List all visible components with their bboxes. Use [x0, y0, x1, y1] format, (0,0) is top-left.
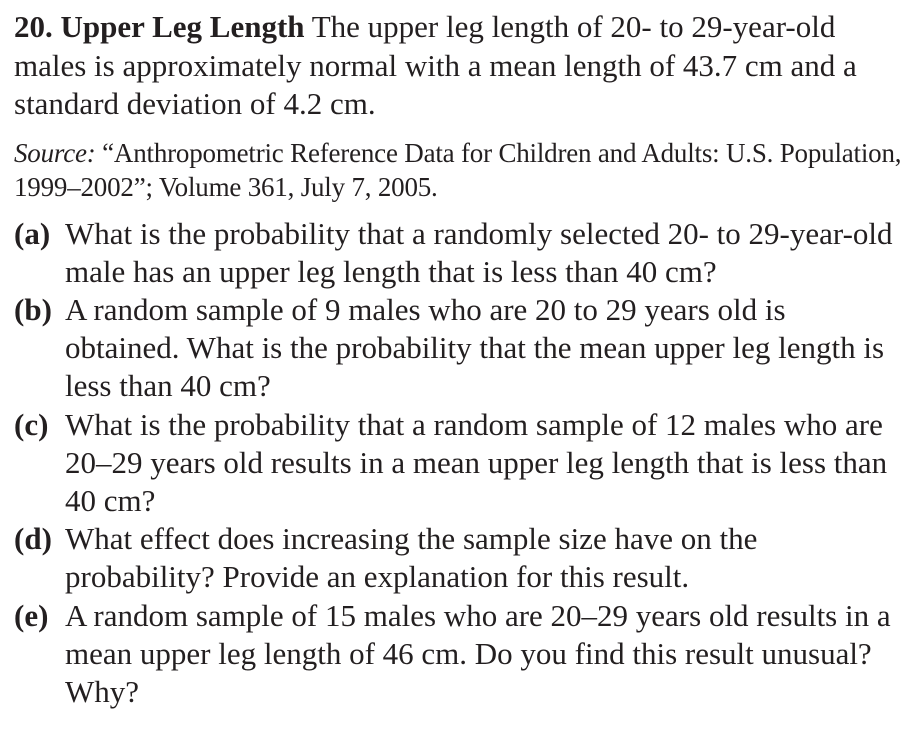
part-label: (c) — [14, 406, 49, 442]
part-label: (d) — [14, 521, 52, 557]
part-text: What is the probability that a random sample of 12 males who are 20–29 years old results in a mean upper leg length that is less than 40 cm? — [65, 406, 888, 518]
question-part-c — [14, 406, 904, 521]
question-part-d — [14, 520, 904, 596]
part-text: A random sample of 15 males who are 20–29 years old results in a mean upper leg length of 46 cm. Do you find this result unusual? Why? — [65, 597, 891, 709]
problem-number: 20. — [14, 9, 53, 44]
source-label: Source: — [14, 137, 96, 168]
part-label: (e) — [14, 597, 49, 633]
part-text: What is the probability that a randomly selected 20- to 29-year-old male has an upper leg length that is less than 40 cm? — [65, 215, 893, 289]
part-text: A random sample of 9 males who are 20 to 29 years old is obtained. What is the probability that the mean upper leg length is less than 40 cm? — [65, 291, 885, 404]
question-parts-list — [14, 215, 904, 712]
part-text: What effect does increasing the sample size have on the probability? Provide an explanation for this result. — [65, 521, 758, 595]
problem-statement: The upper leg length of 20- to 29-year-old males is approximately normal with a mean length of 43.7 cm and a standard deviation of 4.2 cm. — [14, 9, 857, 121]
question-part-a — [14, 215, 904, 291]
problem-block — [14, 8, 904, 711]
part-label: (a) — [14, 215, 51, 251]
source-text: “Anthropometric Reference Data for Children and Adults: U.S. Population, 1999–2002”; Volume 361, July 7, 2005. — [14, 137, 902, 202]
part-label: (b) — [14, 291, 52, 327]
source-citation — [14, 136, 904, 204]
problem-statement-paragraph — [14, 8, 904, 124]
question-part-e — [14, 597, 904, 712]
problem-title: Upper Leg Length — [60, 9, 305, 44]
question-part-b — [14, 291, 904, 406]
